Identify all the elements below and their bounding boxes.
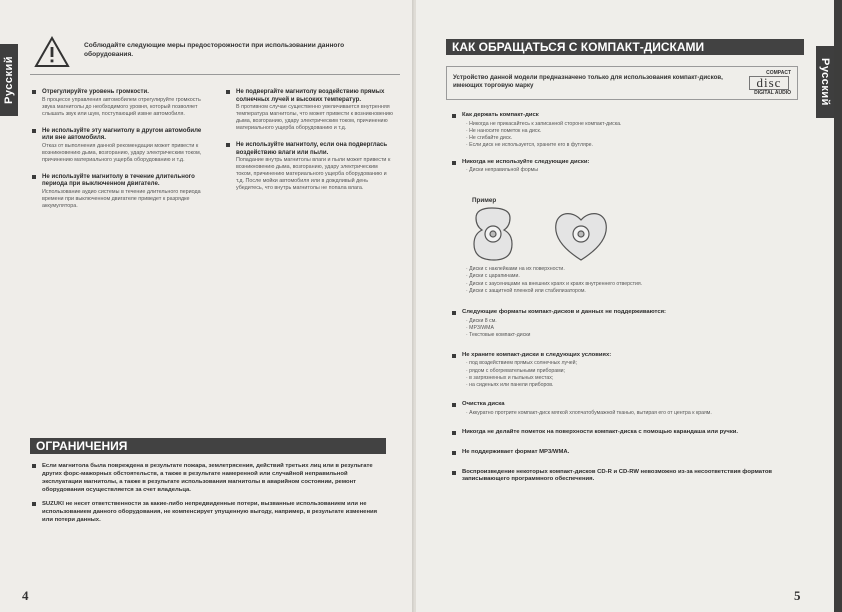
instruction-item: Следующие форматы компакт-дисков и данных не поддерживаются: · Диски 8 см. · MP3/WMA · Текстовые компакт-диски	[452, 309, 804, 339]
instruction-item: Никогда не делайте пометок на поверхности компакт-диска с помощью карандаша или ручки.	[452, 429, 804, 437]
precautions-column-2	[226, 88, 394, 201]
precaution-item: Не используйте эту магнитолу в другом автомобиле или вне автомобиля. Отказ от выполнения данной рекомендации может привести к возникновению дыма, возгоранию, удару электрическим током, причинению материального ущерба оборудованию и т.д.	[32, 127, 202, 164]
instruction-item: Воспроизведение некоторых компакт-дисков CD-R и CD-RW невозможно из-за несоответствия форматов записывающего программного обеспечения.	[452, 469, 804, 484]
page-edge	[834, 0, 842, 612]
instruction-item: Не поддерживает формат MP3/WMA.	[452, 449, 804, 457]
language-tab-right: Русский	[816, 46, 834, 118]
bad-disc-list: · Диски с наклейками на их поверхности. · Диски с царапинами. · Диски с заусеницами на внешних краях и краях внутреннего отверстия. · Диски с защитной пленкой или стабилизатором.	[452, 266, 804, 295]
irregular-disc-examples	[466, 206, 616, 262]
language-tab-left: Русский	[0, 44, 18, 116]
divider	[30, 74, 400, 75]
precaution-item: Не используйте магнитолу, если она подверглась воздействию влаги или пыли. Попадание внутрь магнитолы влаги и пыли может привести к возникновению дыма, возгоранию, удару электрическим током, причинению материального ущерба оборудованию и т.д. После мойки автомобиля или в дождливый день убедитесь, что внутрь магнитолы не попала влага.	[226, 141, 394, 192]
warning-header	[30, 34, 400, 72]
notice-text: Устройство данной модели предназначено только для использования компакт-дисков, имеющих торговую марку	[453, 74, 723, 90]
warning-triangle-icon	[34, 36, 70, 68]
left-page	[0, 0, 414, 612]
example-label: Пример	[472, 197, 497, 204]
heart-disc-icon	[556, 214, 607, 260]
limitation-item: Если магнитола была повреждена в результате пожара, землетрясения, действий третьих лиц или в результате других форс-мажорных обстоятельств, а также в результате намеренной или случайной неправильной эксплуатации магнитолы, а также в результате использования магнитолы в аварийном состоянии, ремонт оборудования осуществляется за счет владельца.	[32, 462, 384, 494]
instruction-item: Никогда не используйте следующие диски: · Диски неправильной формы	[452, 159, 804, 175]
instruction-item: Не храните компакт-диски в следующих условиях: · под воздействием прямых солнечных лучей; · рядом с обогревательными приборами; · в загрязненных и пыльных местах; · на сиденьях или панели приборов.	[452, 352, 804, 390]
instruction-item: Очистка диска · Аккуратно протрите компакт-диск мягкой хлопчатобумажной тканью, вытирая его от центра к краям.	[452, 401, 804, 417]
figure-eight-disc-icon	[474, 208, 512, 260]
cd-instructions-continued	[452, 266, 804, 493]
precaution-item: Не подвергайте магнитолу воздействию прямых солнечных лучей и высоких температур. В противном случае существенно увеличивается внутренняя температура магнитолы, что может привести к возникновению дыма, возгоранию, удару электрическим током, причинению материального ущерба оборудованию и т.д.	[226, 88, 394, 132]
compact-disc-logo: COMPACT disc DIGITAL AUDIO	[743, 70, 791, 96]
limitations-list	[32, 462, 384, 530]
precaution-item: Отрегулируйте уровень громкости. В процессе управления автомобилем отрегулируйте громкость звука магнитолы до необходимого уровня, который позволяет слышать звук или шум, поступающий извне автомобиля.	[32, 88, 202, 118]
precaution-item: Не используйте магнитолу в течение длительного периода при выключенном двигателе. Использование аудио системы в течение длительного периода времени при выключенном двигателе приведет к разрядке аккумулятора.	[32, 173, 202, 210]
page-number-right: 5	[794, 588, 801, 603]
page-number-left: 4	[22, 588, 29, 603]
compact-disc-notice	[446, 66, 798, 100]
cd-instructions	[452, 112, 804, 184]
limitation-item: SUZUKI не несет ответственности за какие-либо непредвиденные потери, вызванные использованием или не использованием данного оборудования, не компенсирует упущенную выгоду, например, в результате изменения или потери данных.	[32, 500, 384, 524]
instruction-item: Как держать компакт-диск · Никогда не прикасайтесь к записанной стороне компакт-диска. · Не наносите пометок на диск. · Не сгибайте диск. · Если диск не используется, храните его в футляре.	[452, 112, 804, 150]
precautions-column-1	[32, 88, 202, 219]
warning-title: Соблюдайте следующие меры предосторожности при использовании данного оборудования.	[84, 42, 345, 58]
limitations-heading: ОГРАНИЧЕНИЯ	[30, 438, 386, 454]
cd-handling-heading: КАК ОБРАЩАТЬСЯ С КОМПАКТ-ДИСКАМИ	[446, 39, 804, 55]
